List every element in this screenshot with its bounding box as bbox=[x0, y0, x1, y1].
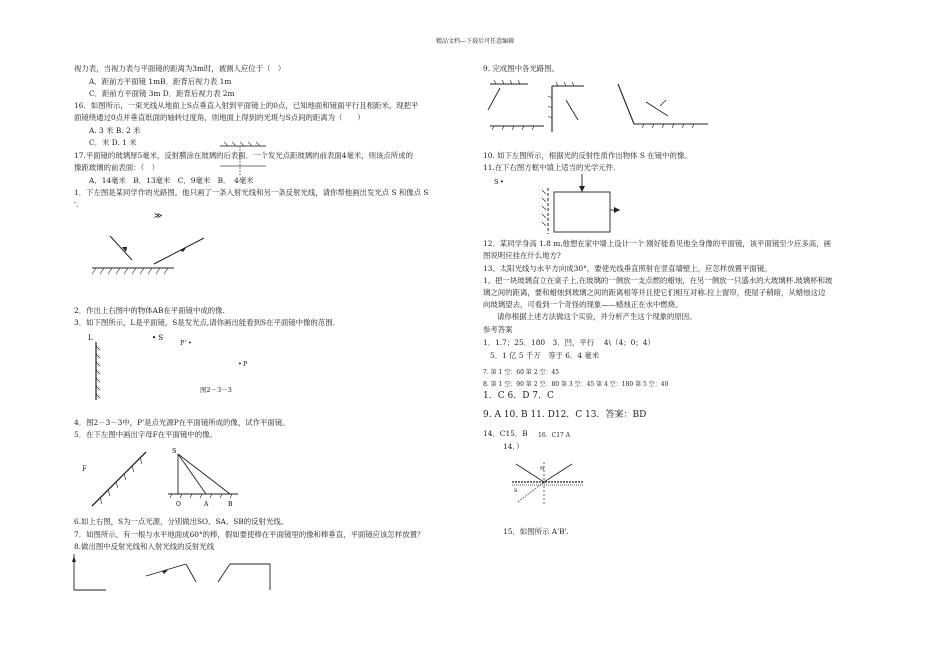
svg-text:≫: ≫ bbox=[154, 211, 163, 220]
left-line-5: 面镜绕通过0点并垂直纸面的轴转过度角，则地面上得到的光斑与S点间的距离为（ ） bbox=[74, 113, 365, 122]
right-line-2: 10. 如下左图所示，根据光的反射性质作出物体 S 在镜中的像。 bbox=[483, 151, 692, 160]
label-L: L bbox=[88, 334, 93, 342]
right-line-21: 15．如图所示 A'B'. bbox=[503, 527, 569, 536]
right-line-17: 9. A 10. B 11. D12．C 13．答案：BD bbox=[483, 410, 647, 420]
right-line-9: 向玻璃望去，可看到一个奇怪的现象——蜡烛正在水中燃烧。 bbox=[483, 300, 683, 309]
label-B: B bbox=[228, 501, 233, 508]
right-line-12: 1．1.7；25．180 3．凹，平行 4\（4；0；4） bbox=[483, 338, 655, 347]
right-line-14: 7. 第 1 空：60 第 2 空：45 bbox=[483, 369, 560, 376]
dot-p-prime: • bbox=[188, 339, 192, 347]
right-line-18: 14．C15．B bbox=[483, 429, 528, 438]
left-line-18: 7．如图所示，有一根与水平地面成60°的棒，假如要使棒在平面镜里的像和棒垂直，平面镜应该怎样放置？ bbox=[74, 530, 425, 539]
label-A: A bbox=[204, 501, 209, 508]
right-line-10: 请你根据上述方法做这个实验，并分析产生这个现象的原因。 bbox=[497, 312, 697, 321]
q8-reflection-figures bbox=[70, 552, 280, 592]
right-line-4: 12．某同学身高 1.8 m,他想在家中墙上设计一个 刚好能看见他全身像的平面镜，该平面镜至少应多高，画 bbox=[483, 239, 831, 248]
right-line-1: 9. 完成图中各光路图。 bbox=[483, 64, 559, 73]
label-S-dot: • S bbox=[152, 334, 164, 342]
label-p-prime: P' bbox=[180, 339, 187, 347]
left-line-4: 16．如图所示，一束光线从地面上S点垂直入射到平面镜上的0点，已知地面和镜面平行且相距米。现把平 bbox=[74, 101, 419, 110]
left-line-15: 4．图2－3－3中，P'是点光源P在平面镜所成的像，试作平面镜。 bbox=[74, 418, 290, 427]
right-line-3: 11.在下右图方框中填上适当的光学元件. bbox=[483, 163, 616, 172]
q10-q11-figures bbox=[490, 174, 620, 238]
figure-caption-2-3-3: 图2－3－3 bbox=[200, 386, 232, 394]
right-line-16: 1．C 6．D 7．C bbox=[483, 391, 554, 401]
left-line-3: C．距前方平面镜 3m D．距背后视力表 2m bbox=[89, 89, 235, 98]
q6-point-source-figure bbox=[168, 444, 248, 510]
right-line-5: 图说明应挂在什么地方? bbox=[483, 251, 561, 260]
q9-light-path-figures bbox=[484, 76, 724, 136]
label-p: P bbox=[243, 360, 248, 368]
left-line-14: 3．如下图所示，L是平面镜，S是发光点,请你画出能看到S在平面镜中像的范围. bbox=[74, 318, 335, 327]
q1-light-path-figure bbox=[92, 208, 212, 278]
left-line-11: 1．下左图是某同学作的光路图，他只画了一条入射光线和另一条反射光线，请你帮他画出发光点 S 和像点 S bbox=[74, 188, 429, 197]
right-line-20: 14．） bbox=[503, 442, 524, 451]
right-line-6: 13、太阳光线与水平方向成30°，要使光线垂直照射在竖直墙壁上，应怎样放置平面镜。 bbox=[483, 264, 772, 273]
right-line-7: 1、把一块玻璃直立在桌子上,在玻璃的一侧放一支点燃的蜡烛，在另一侧放一只盛水的大玻璃杯.玻璃杯和玻 bbox=[483, 276, 833, 285]
label-N: N bbox=[540, 466, 545, 472]
label-S-ans: S bbox=[514, 488, 518, 494]
left-line-12: '. bbox=[74, 200, 79, 209]
svg-text:•: • bbox=[500, 178, 504, 186]
right-line-11: 参考答案 bbox=[483, 325, 513, 334]
label-S-q6: S bbox=[172, 447, 177, 455]
right-line-19: 16．C17 A bbox=[538, 432, 571, 439]
left-line-6: A. 3 米 B. 2 米 bbox=[89, 126, 141, 135]
right-line-13: 5．1 亿 5 千万 等于 6．4 毫米 bbox=[490, 351, 600, 360]
left-line-13: 2．作出上右图中的物体AB在平面镜中成的像. bbox=[74, 306, 225, 315]
left-line-8: 17.平面镜的玻璃厚5毫米，反射膜涂在玻璃的后表面．一个发光点距玻璃的前表面4毫米，则该点所成的 bbox=[74, 151, 413, 160]
q16-mirror-figure bbox=[218, 140, 270, 180]
page-header: 精品文档---下载后可任意编辑 bbox=[436, 38, 515, 45]
left-line-16: 5．在下左图中画出字母F在平面镜中的像。 bbox=[74, 430, 217, 439]
q5-slanted-mirror bbox=[90, 448, 150, 510]
right-line-8: 璃之间的距离，要和蜡烛到玻璃之间的距离相等并且使它们相互对称.拉上窗帘，使屋子稍暗，从蜡烛这边 bbox=[483, 288, 826, 297]
right-line-15: 8. 第 1 空：90 第 2 空：80 第 3 空：45 第 4 空：180 第 5 空：40 bbox=[483, 381, 669, 388]
dot-p: • bbox=[238, 360, 242, 368]
label-S-q10: S bbox=[494, 178, 499, 186]
left-line-17: 6.如上右图，S为一点光源，分别做出SO、SA、SB的反射光线。 bbox=[74, 517, 289, 526]
left-line-19: 8.做出图中反射光线和入射光线的反射光线 bbox=[74, 542, 215, 551]
left-line-10: A．14毫米 B．13毫米 C．9毫米 B． 4毫米 bbox=[89, 176, 254, 185]
q3-mirror-figure bbox=[86, 330, 186, 400]
label-F: F bbox=[82, 465, 87, 473]
left-line-9: 像距玻璃的前表面：（ ） bbox=[74, 163, 159, 172]
left-line-1: 视力表，当视力表与平面镜的距离为3m时，被测人应位于（ ） bbox=[74, 64, 286, 73]
left-line-7: C．米 D. 1 米 bbox=[89, 138, 137, 147]
label-O: O bbox=[176, 501, 181, 508]
answer-14-figure bbox=[508, 456, 588, 508]
left-line-2: A．距前方平面镜 1mB．距背后视力表 1m bbox=[89, 77, 232, 86]
